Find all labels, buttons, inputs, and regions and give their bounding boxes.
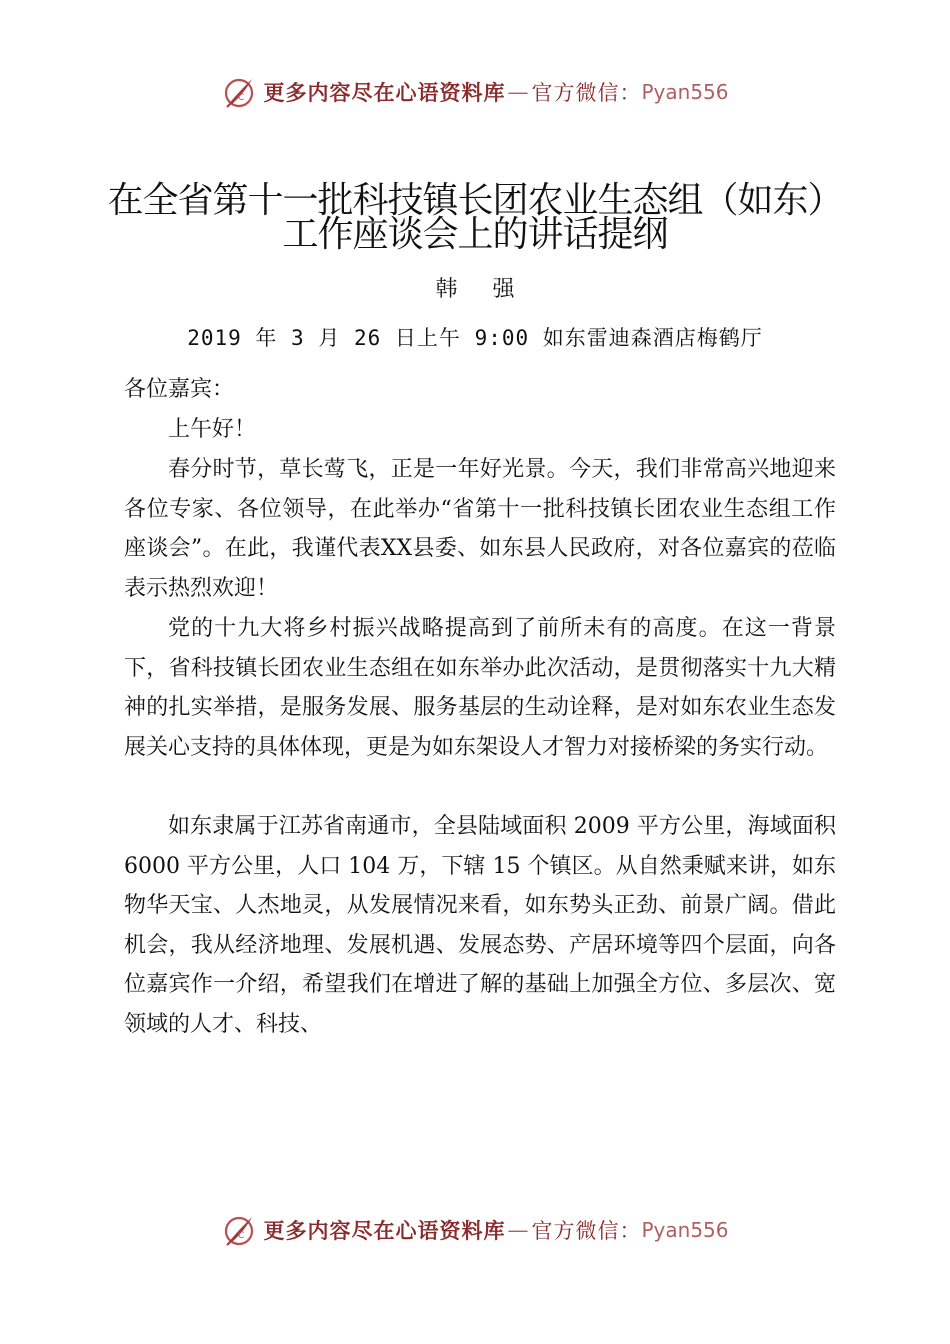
- banner-dash: —: [507, 80, 530, 104]
- banner-main-text: 更多内容尽在心语资料库: [263, 1218, 506, 1243]
- document-title-line-2: 工作座谈会上的讲话提纲: [282, 214, 668, 255]
- paragraph: 如东隶属于江苏省南通市，全县陆域面积 2009 平方公里，海域面积 6000 平方公里，人口 104 万，下辖 15 个镇区。从自然秉赋来讲，如东物华天宝、人杰地灵，从发展情况来看，如东势头正劲、前景广阔。借此机会，我从经济地理、发展机遇、发展态势、产居环境等四个层面，向各位嘉宾作一介绍，希望我们在增进了解的基础上加强全方位、多层次、宽领域的人才、科技、: [124, 814, 836, 1037]
- document-title-line-1: 在全省第十一批科技镇长团农业生态组（如东）: [107, 180, 843, 221]
- document-meta: 2019 年 3 月 26 日上午 9:00 如东雷迪森酒店梅鹤厅: [187, 326, 763, 350]
- pen-leaf-logo-icon: [221, 1212, 257, 1248]
- banner-wechat-id: Pyan556: [641, 1218, 729, 1242]
- pen-leaf-logo-icon: [221, 74, 257, 110]
- svg-text:C: C: [238, 1231, 246, 1241]
- svg-text:C: C: [238, 93, 246, 103]
- paragraph: 春分时节，草长莺飞，正是一年好光景。今天，我们非常高兴地迎来各位专家、各位领导，在此举办“省第十一批科技镇长团农业生态组工作座谈会”。在此，我谨代表XX县委、如东县人民政府，对各位嘉宾的莅临表示热烈欢迎！: [124, 457, 836, 601]
- banner-wechat-label: 官方微信：: [531, 1219, 642, 1243]
- banner-wechat-label: 官方微信：: [531, 81, 642, 105]
- banner-main-text: 更多内容尽在心语资料库: [263, 80, 506, 105]
- greeting-line: 各位嘉宾：: [124, 377, 235, 402]
- banner-dash: —: [507, 1218, 530, 1242]
- watermark-banner-bottom: [0, 1210, 950, 1250]
- banner-wechat-id: Pyan556: [641, 80, 729, 104]
- paragraph: 上午好！: [168, 417, 257, 442]
- watermark-banner-top: [0, 72, 950, 112]
- document-author: 韩 强: [435, 277, 529, 302]
- paragraph: 党的十九大将乡村振兴战略提高到了前所未有的高度。在这一背景下，省科技镇长团农业生态组在如东举办此次活动，是贯彻落实十九大精神的扎实举措，是服务发展、服务基层的生动诠释，是对如东农业生态发展关心支持的具体体现，更是为如东架设人才智力对接桥梁的务实行动。: [124, 616, 836, 760]
